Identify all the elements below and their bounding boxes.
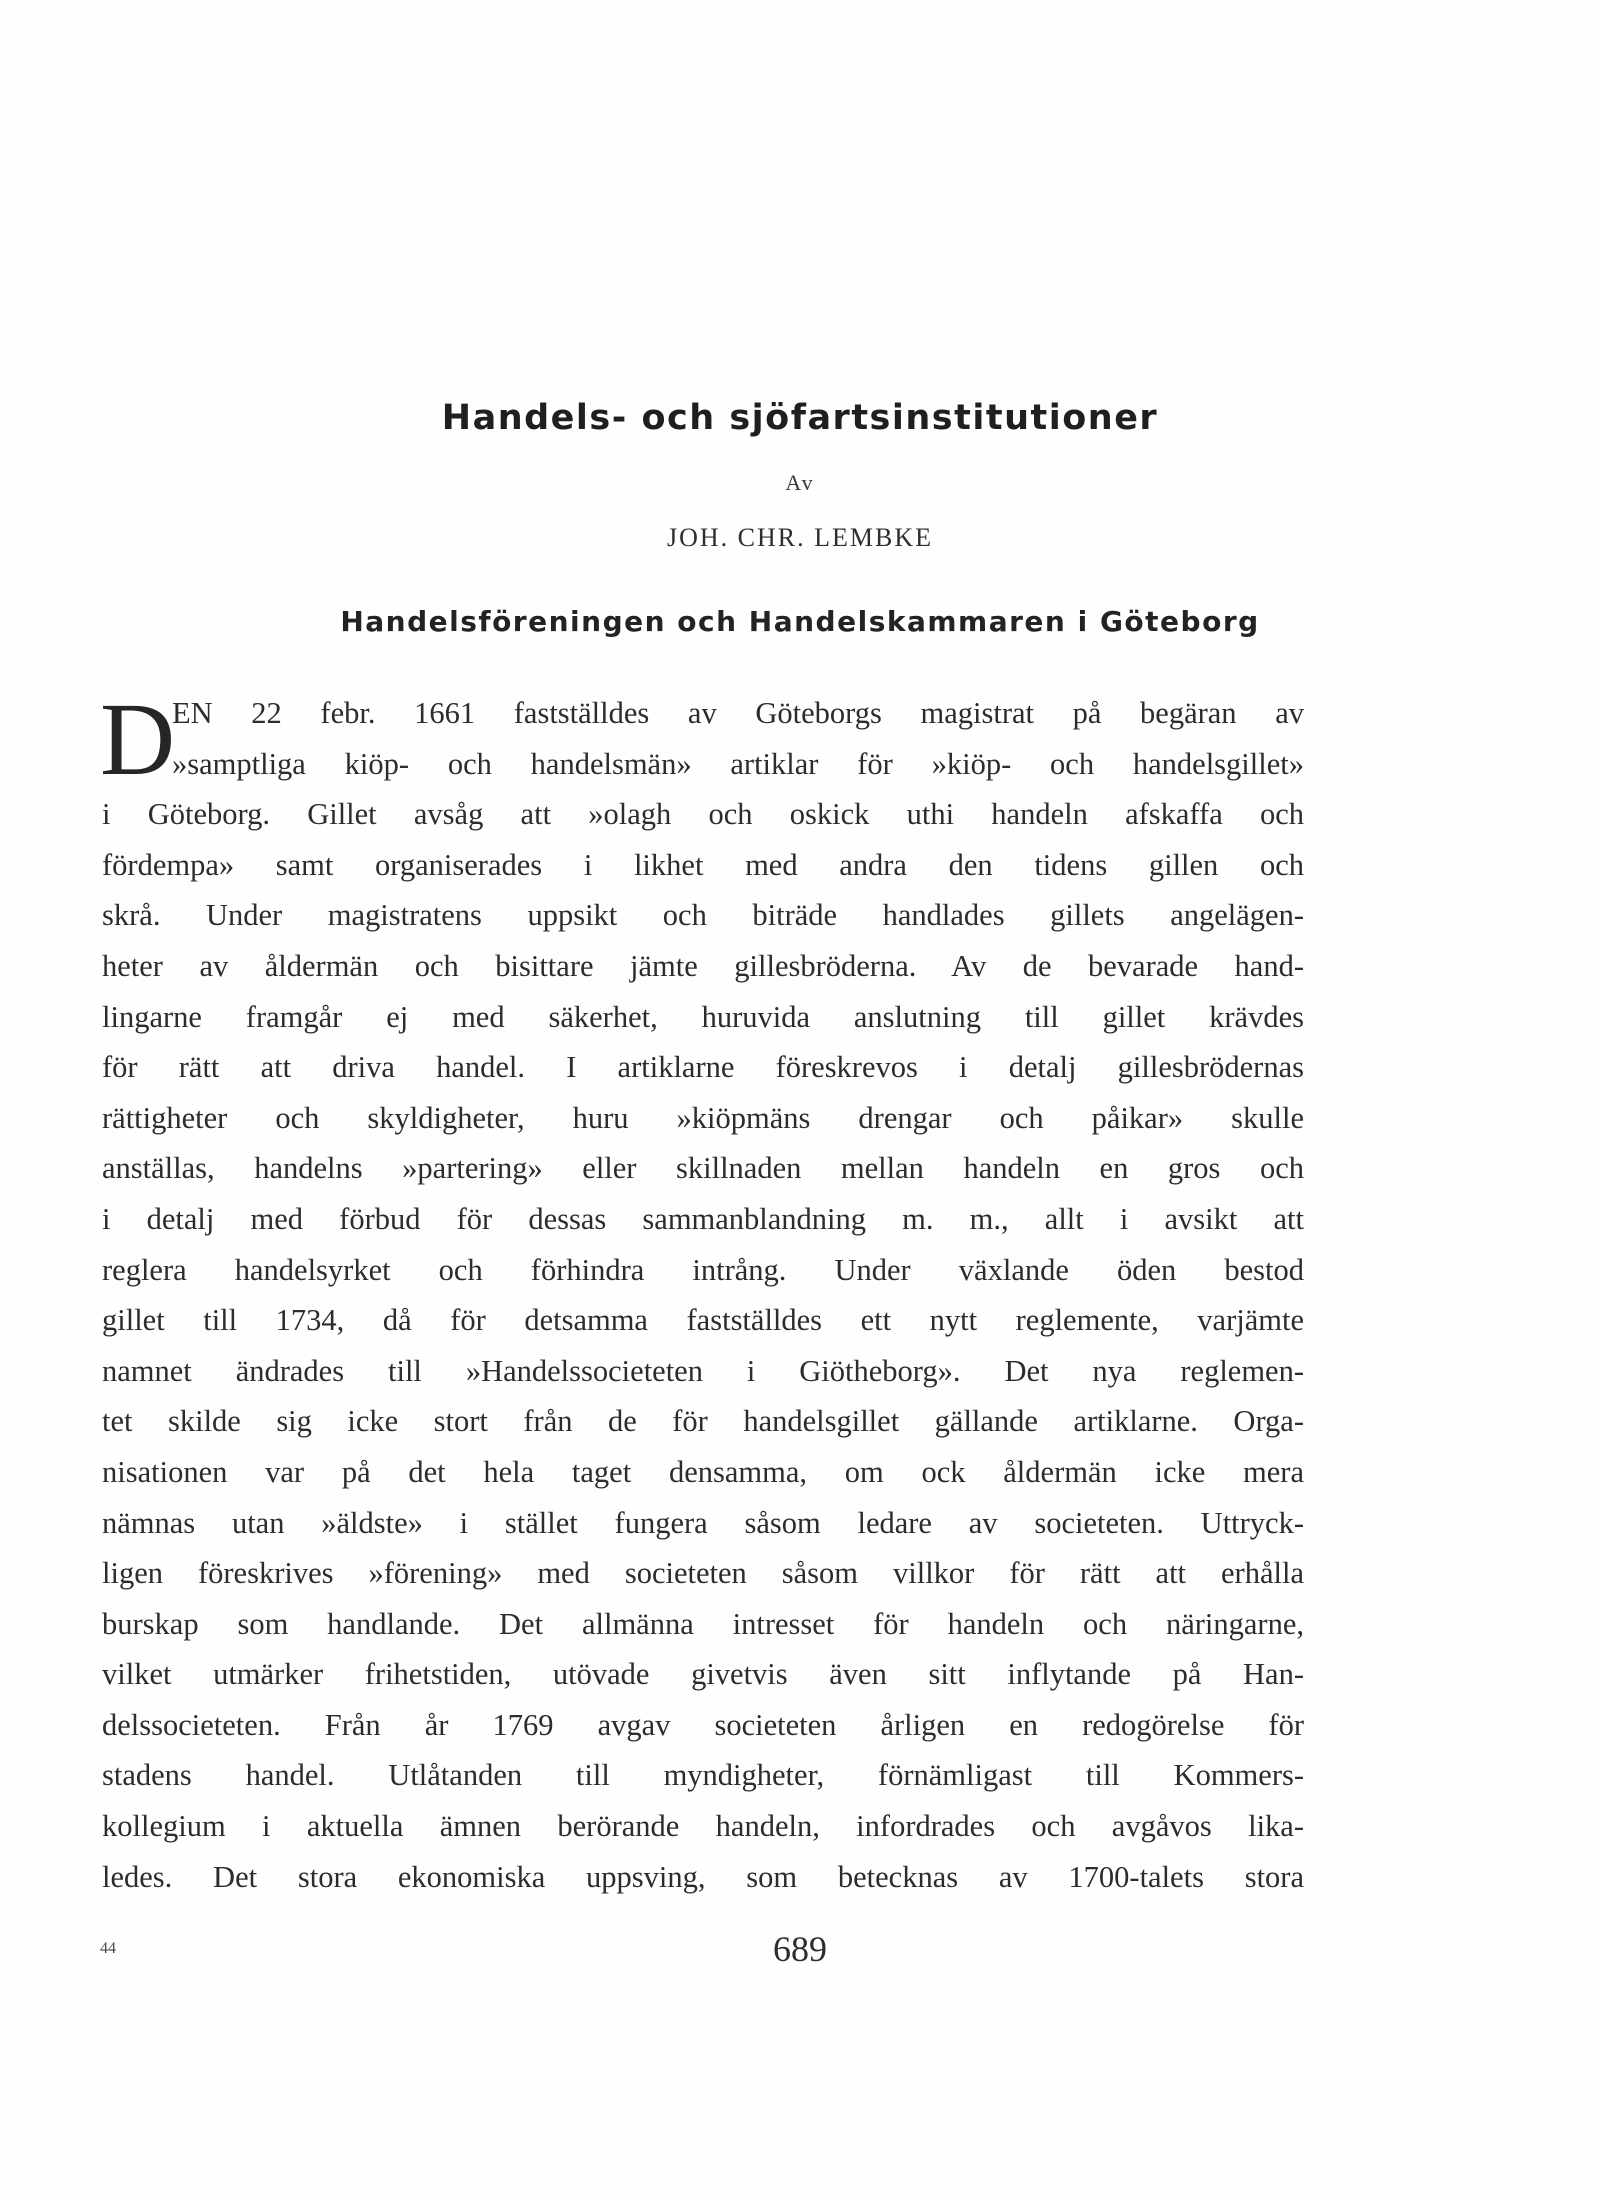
body-line: reglera handelsyrket och förhindra intrång. Under växlande öden bestod — [102, 1252, 1304, 1287]
body-line: nisationen var på det hela taget densamma, om ock åldermän icke mera — [102, 1454, 1304, 1489]
signature-mark: 44 — [100, 1940, 116, 1957]
body-line: vilket utmärker frihetstiden, utövade givetvis även sitt inflytande på Han- — [102, 1657, 1304, 1692]
section-subtitle: Handelsföreningen och Handelskammaren i Göteborg — [340, 605, 1260, 638]
body-line: burskap som handlande. Det allmänna intresset för handeln och näringarne, — [102, 1606, 1304, 1641]
body-line: heter av åldermän och bisittare jämte gillesbröderna. Av de bevarade hand- — [102, 948, 1304, 983]
author-name: JOH. CHR. LEMBKE — [666, 523, 933, 552]
body-line: i detalj med förbud för dessas sammanblandning m. m., allt i avsikt att — [102, 1201, 1304, 1236]
body-line: nämnas utan »äldste» i stället fungera såsom ledare av societeten. Uttryck- — [102, 1505, 1304, 1540]
byline: Av — [785, 470, 815, 495]
body-line: ledes. Det stora ekonomiska uppsving, som betecknas av 1700-talets stora — [102, 1859, 1304, 1894]
body-line: i Göteborg. Gillet avsåg att »olagh och oskick uthi handeln afskaffa och — [102, 797, 1304, 832]
body-line: stadens handel. Utlåtanden till myndigheter, förnämligast till Kommers- — [102, 1758, 1304, 1793]
body-line: namnet ändrades till »Handelssocieteten i Giötheborg». Det nya reglemen- — [102, 1353, 1304, 1388]
body-line: delssocieteten. Från år 1769 avgav societeten årligen en redogörelse för — [102, 1707, 1304, 1742]
body-line: lingarne framgår ej med säkerhet, huruvida anslutning till gillet krävdes — [102, 999, 1304, 1034]
body-line: fördempa» samt organiserades i likhet med andra den tidens gillen och — [102, 847, 1304, 882]
body-line: ligen föreskrives »förening» med societeten såsom villkor för rätt att erhålla — [102, 1556, 1304, 1591]
body-line: skrå. Under magistratens uppsikt och biträde handlades gillets angelägen- — [102, 898, 1304, 933]
body-line: EN 22 febr. 1661 fastställdes av Göteborgs magistrat på begäran av — [172, 696, 1304, 730]
body-line: tet skilde sig icke stort från de för handelsgillet gällande artiklarne. Orga- — [102, 1404, 1304, 1439]
body-paragraph — [100, 682, 1304, 1902]
body-line: rättigheter och skyldigheter, huru »kiöpmäns drengar och påikar» skulle — [102, 1100, 1304, 1135]
body-line: för rätt att driva handel. I artiklarne föreskrevos i detalj gillesbrödernas — [102, 1050, 1304, 1085]
page-number: 689 — [773, 1929, 827, 1969]
drop-cap: D — [100, 682, 176, 797]
body-line: anställas, handelns »partering» eller skillnaden mellan handeln en gros och — [102, 1151, 1304, 1186]
body-line: »samptliga kiöp- och handelsmän» artiklar för »kiöp- och handelsgillet» — [172, 746, 1304, 781]
article-title: Handels- och sjöfartsinstitutioner — [441, 398, 1159, 438]
body-line: kollegium i aktuella ämnen berörande handeln, infordrades och avgåvos lika- — [102, 1809, 1304, 1844]
body-line: gillet till 1734, då för detsamma fastställdes ett nytt reglemente, varjämte — [102, 1303, 1304, 1338]
